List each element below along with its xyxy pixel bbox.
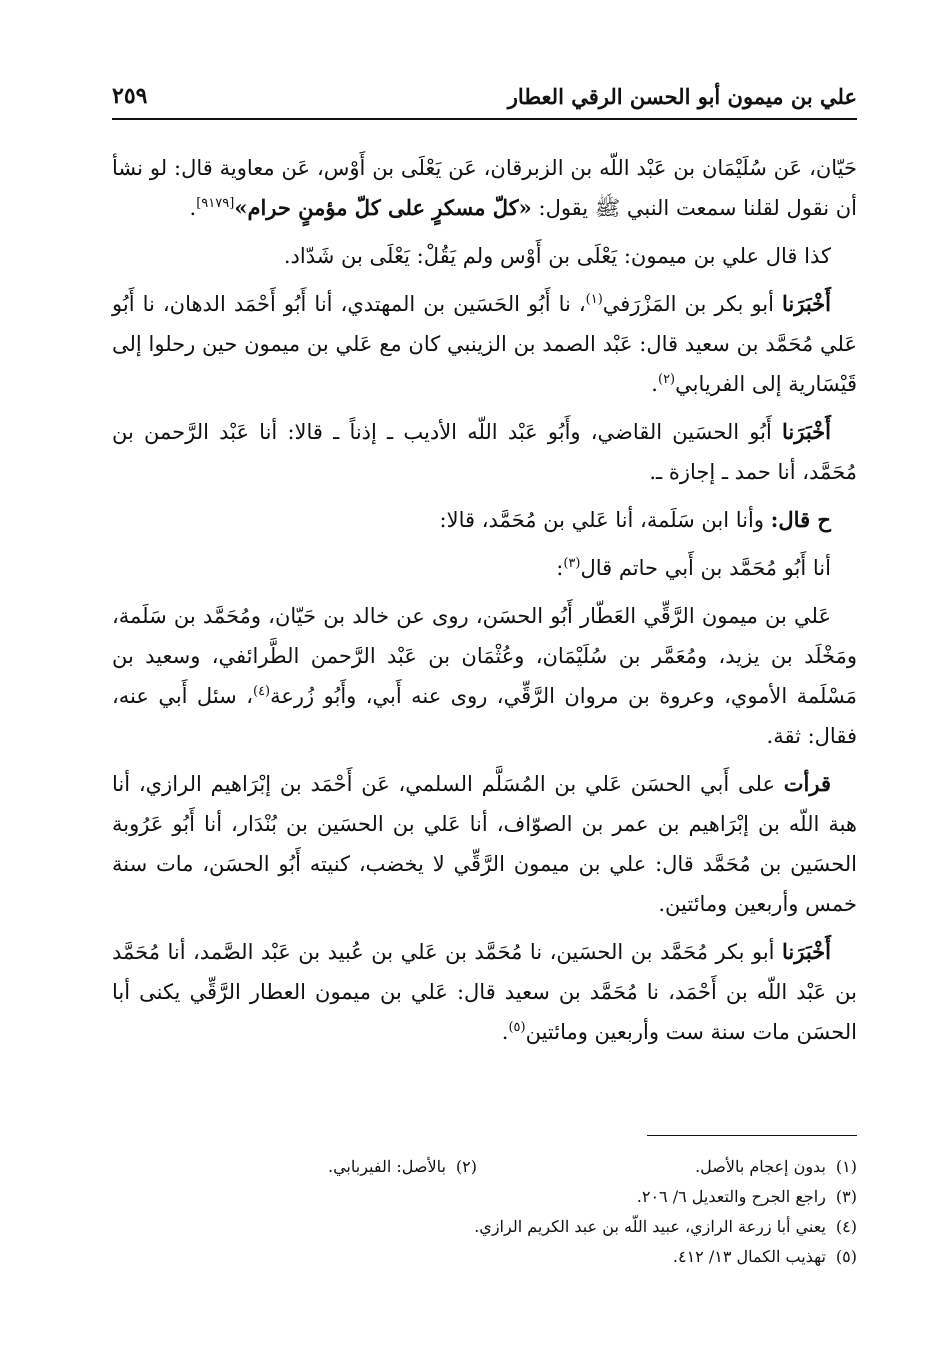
- paragraph-text: حَيّان، عَن سُلَيْمَان بن عَبْد اللّه بن الزبرقان، عَن يَعْلَى بن أَوْس، عَن معاوية قال: لو نشأ أن نقول لقلنا سمعت النبي ﷺ يقول:: [112, 156, 857, 220]
- paragraph-continuation: ، نا أَبُو الحَسَين بن المهتدي، أنا أَبُو أَحْمَد الدهان، نا أَبُو عَلي مُحَمَّد بن سعيد قال: عَبْد الصمد بن الزينبي كان مع عَلي بن ميمون حين رحلوا إلى قَيْسَارية إلى الفريابي: [112, 292, 857, 396]
- footnote-text: تهذيب الكمال ١٣/ ٤١٢.: [672, 1247, 826, 1266]
- footnote-2: [197, 1152, 477, 1182]
- paragraph-text: أبو بكر مُحَمَّد بن الحسَين، نا مُحَمَّد بن عَلي بن عُبيد بن عَبْد الصَّمد، أنا مُحَمَّد بن عَبْد اللّه بن أَحْمَد، نا مُحَمَّد بن سعيد قال: عَلي بن ميمون العطار الرَّقِّي يكنى أبا الحسَن مات سنة ست وأربعين ومائتين: [112, 940, 857, 1044]
- paragraph-7: [112, 596, 857, 756]
- paragraph-lead: أَخْبَرَنا: [782, 419, 831, 444]
- footnote-number: (٣): [835, 1187, 857, 1206]
- footnote-row: [112, 1242, 857, 1272]
- paragraph-text: عَلي بن ميمون الرَّقِّي العَطّار أَبُو الحسَن، روى عن خالد بن حَيّان، ومُحَمَّد بن سَلَمة، ومَخْلَد بن يزيد، ومُعَمَّر بن سُلَيْمَان، وعُثْمَان بن عَبْد الرَّحمن الطَّرائفي، وسعيد بن مَسْلَمة الأموي، وعروة بن مروان الرَّقِّي، روى عنه أَبي، وأَبُو زُرعة: [112, 604, 857, 708]
- footnotes: [112, 1152, 857, 1272]
- footnote-marker: (١): [585, 292, 603, 307]
- footnote-number: (٢): [455, 1157, 477, 1176]
- footnote-5: [577, 1242, 857, 1272]
- paragraph-text: أبو بكر بن المَزْرَفي: [602, 292, 783, 316]
- paragraph-8: [112, 764, 857, 924]
- running-title: علي بن ميمون أبو الحسن الرقي العطار: [507, 83, 857, 109]
- body-text: [112, 148, 857, 1060]
- footnote-1: [577, 1152, 857, 1182]
- paragraph-tail: :: [556, 556, 564, 580]
- footnote-marker: (٣): [563, 556, 581, 571]
- footnote-number: (٤): [835, 1217, 857, 1236]
- paragraph-lead: قرأت: [783, 771, 831, 796]
- footnote-rule: [647, 1135, 857, 1136]
- paragraph-1: [112, 148, 857, 228]
- footnote-text: راجع الجرح والتعديل ٦/ ٢٠٦.: [636, 1187, 826, 1206]
- paragraph-tail: .: [501, 1020, 509, 1044]
- hadith-text: «كلّ مسكرٍ على كلّ مؤمنٍ حرام»: [234, 195, 532, 220]
- paragraph-text: وأنا ابن سَلَمة، أنا عَلي بن مُحَمَّد، قالا:: [439, 508, 771, 532]
- footnote-marker: (٢): [657, 372, 676, 387]
- paragraph-lead: أَخْبَرَنا: [782, 291, 831, 316]
- paragraph-2: [112, 236, 857, 276]
- paragraph-4: [112, 412, 857, 492]
- paragraph-tail: ، سئل أَبي عنه، فقال: ثقة.: [112, 684, 857, 748]
- paragraph-6: [112, 548, 857, 588]
- footnote-text: يعني أبا زرعة الرازي، عبيد اللّه بن عبد الكريم الرازي.: [474, 1217, 826, 1236]
- paragraph-text: أنا أَبُو مُحَمَّد بن أَبي حاتم قال: [580, 556, 831, 580]
- footnote-marker: (٤): [252, 684, 271, 699]
- paragraph-text: على أَبي الحسَن عَلي بن المُسَلَّم السلمي، عَن أَحْمَد بن إبْرَاهيم الرازي، أنا هبة اللّه بن إبْرَاهيم بن عمر بن الصوّاف، أنا عَلي بن الحسَين بن بُنْدَار، أنا أَبُو عَرُوبة الحسَين بن مُحَمَّد قال: علي بن ميمون الرَّقِّي لا يخضب، كنيته أَبُو الحسَن، مات سنة خمس وأربعين ومائتين.: [112, 772, 857, 916]
- paragraph-5: [112, 500, 857, 540]
- paragraph-tail: .: [189, 196, 197, 220]
- paragraph-lead: أَخْبَرَنا: [782, 939, 831, 964]
- hadith-reference: [٩١٧٩]: [196, 196, 235, 211]
- footnote-row: [112, 1152, 857, 1182]
- paragraph-lead: ح قال:: [770, 507, 831, 532]
- footnote-number: (١): [835, 1157, 857, 1176]
- paragraph-9: [112, 932, 857, 1052]
- footnote-row: [112, 1212, 857, 1242]
- paragraph-3: [112, 284, 857, 404]
- footnote-4: [474, 1212, 857, 1242]
- paragraph-text: أَبُو الحسَين القاضي، وأَبُو عَبْد اللّه الأديب ـ إذناً ـ قالا: أنا عَبْد الرَّحمن بن مُحَمَّد، أنا حمد ـ إجازة ـ.: [112, 420, 857, 484]
- footnote-number: (٥): [835, 1247, 857, 1266]
- footnote-3: [577, 1182, 857, 1212]
- paragraph-text: كذا قال علي بن ميمون: يَعْلَى بن أَوْس ولم يَقُلْ: يَعْلَى بن شَدّاد.: [283, 244, 831, 268]
- paragraph-tail: .: [651, 372, 658, 396]
- footnote-marker: (٥): [508, 1020, 526, 1035]
- footnote-text: بدون إعجام بالأصل.: [695, 1157, 826, 1176]
- page-header: [112, 78, 857, 114]
- header-rule: [112, 118, 857, 120]
- footnote-row: [112, 1182, 857, 1212]
- footnote-text: بالأصل: الفيربابي.: [328, 1157, 446, 1176]
- page-number: ٢٥٩: [112, 83, 148, 109]
